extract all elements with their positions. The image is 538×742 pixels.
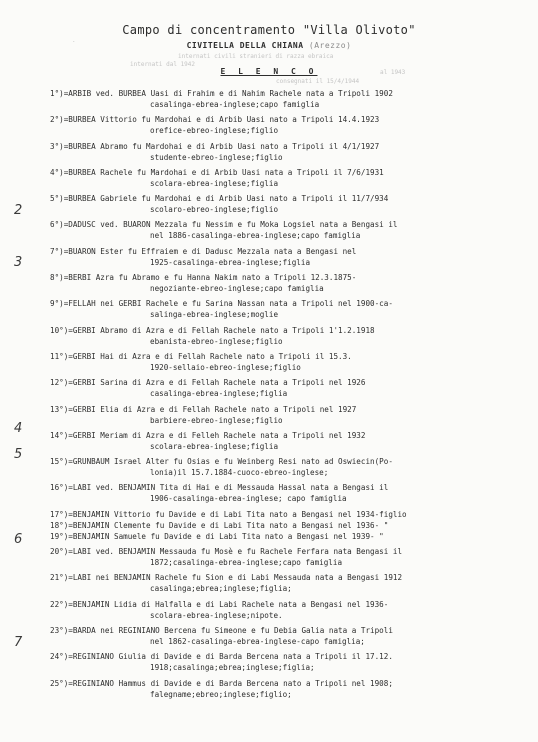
list-item	[50, 88, 530, 110]
entry-line-1: 25°)=REGINIANO Hammus di Davide e di Barda Bercena nato a Tripoli nel 1908;	[50, 678, 393, 688]
entry-line-2: 1925-casalinga-ebrea-inglese;figlia	[150, 257, 311, 267]
entry-line-2: scolara-ebrea-inglese;nipote.	[150, 610, 283, 620]
list-item	[50, 509, 530, 520]
list-item	[50, 678, 530, 700]
entry-line-2: lonia)il 15.7.1884-cuoco-ebreo-inglese;	[150, 468, 329, 478]
internee-list	[50, 88, 530, 704]
list-item	[50, 599, 530, 621]
margin-mark-3: 3	[14, 255, 23, 270]
list-item	[50, 404, 530, 426]
list-item	[50, 651, 530, 673]
entry-line-1: 12°)=GERBI Sarina di Azra e di Fellah Rachele nata a Tripoli nel 1926	[50, 378, 366, 388]
list-item	[50, 114, 530, 136]
list-item	[50, 167, 530, 189]
list-item	[50, 456, 530, 478]
list-item	[50, 482, 530, 504]
entry-line-2: 1906-casalinga-ebrea-inglese; capo famiglia	[150, 494, 347, 504]
list-item	[50, 572, 530, 594]
entry-line-1: 15°)=GRUNBAUM Israel Alter fu Osias e fu Weinberg Resi nato ad Oswiecin(Po-	[50, 457, 393, 467]
list-item	[50, 219, 530, 241]
entry-line-1: 1°)=ARBIB ved. BURBEA Uasi di Frahim e di Nahim Rachele nata a Tripoli 1902	[50, 89, 393, 98]
entry-line-2: casalinga;ebrea;inglese;figlia;	[150, 584, 292, 594]
entry-line-1: 11°)=GERBI Hai di Azra e di Fellah Rachele nato a Tripoli il 15.3.	[50, 351, 352, 361]
list-item	[50, 531, 530, 542]
entry-line-2: 1918;casalinga;ebrea;inglese;figlia;	[150, 663, 315, 673]
list-item	[50, 141, 530, 163]
entry-line-1: 24°)=REGINIANO Giulia di Davide e di Barda Bercena nata a Tripoli il 17.12.	[50, 652, 393, 662]
entry-line-2: salinga-ebrea-inglese;moglie	[150, 310, 279, 320]
entry-line-1: 14°)=GERBI Meriam di Azra e di Felleh Rachele nata a Tripoli nel 1932	[50, 430, 366, 440]
entry-line-1: 18°)=BENJAMIN Clemente fu Davide e di Labi Tita nato a Bengasi nel 1936- "	[50, 520, 389, 530]
list-item	[50, 325, 530, 347]
entry-line-2: barbiere-ebreo-inglese;figlio	[150, 415, 283, 425]
entry-line-1: 19°)=BENJAMIN Samuele fu Davide e di Labi Tita nato a Bengasi nel 1939- "	[50, 531, 384, 541]
location-province: (Arezzo)	[308, 41, 352, 50]
entry-line-1: 17°)=BENJAMIN Vittorio fu Davide e di Labi Tita nato a Bengasi nel 1934-figlio	[50, 509, 407, 519]
entry-line-2: nel 1886-casalinga-ebrea-inglese;capo famiglia	[150, 231, 361, 241]
entry-line-1: 7°)=BUARON Ester fu Effraiem e di Dadusc Mezzala nata a Bengasi nel	[50, 246, 357, 256]
entry-line-2: ebanista-ebreo-inglese;figlio	[150, 336, 283, 346]
location-name: CIVITELLA DELLA CHIANA	[186, 41, 304, 50]
entry-line-2: casalinga-ebrea-inglese;figlia	[150, 389, 288, 399]
list-heading: E L E N C O	[220, 67, 318, 76]
entry-line-1: 23°)=BARDA nei REGINIANO Bercena fu Simeone e fu Debia Galia nata a Tripoli	[50, 625, 393, 635]
entry-line-2: 1872;casalinga-ebrea-inglese;capo famiglia	[150, 558, 343, 568]
entry-line-2: 1920-sellaio-ebreo-inglese;figlio	[150, 362, 301, 372]
margin-mark-6: 6	[14, 532, 23, 547]
list-item	[50, 272, 530, 294]
margin-mark-5: 5	[14, 447, 23, 462]
entry-line-2: orefice-ebreo-inglese;figlio	[150, 126, 279, 136]
list-item	[50, 193, 530, 215]
entry-line-1: 13°)=GERBI Elia di Azra e di Fellah Rachele nato a Tripoli nel 1927	[50, 404, 357, 414]
faint-line-3: al 1943	[380, 69, 406, 76]
entry-line-1: 4°)=BURBEA Rachele fu Mardohai e di Arbib Uasi nata a Tripoli il 7/6/1931	[50, 167, 384, 177]
faint-line-1: internati civili stranieri di razza ebraica	[178, 53, 334, 60]
entry-line-1: 5°)=BURBEA Gabriele fu Mardohai e di Arbib Uasi nato a Tripoli il 11/7/934	[50, 194, 389, 204]
entry-line-1: 6°)=DADUSC ved. BUARON Mezzala fu Nessim e fu Moka Logsiel nata a Bengasi il	[50, 220, 398, 230]
list-item	[50, 430, 530, 452]
entry-line-2: nel 1862-casalinga-ebrea-inglese-capo famiglia;	[150, 636, 365, 646]
entry-line-2: casalinga-ebrea-inglese;capo famiglia	[150, 100, 320, 109]
list-item	[50, 246, 530, 268]
list-item	[50, 520, 530, 531]
page-title: Campo di concentramento "Villa Olivoto"	[122, 23, 416, 37]
entry-line-2: negoziante-ebreo-inglese;capo famiglia	[150, 284, 324, 294]
list-item	[50, 298, 530, 320]
list-item	[50, 546, 530, 568]
entry-line-1: 3°)=BURBEA Abramo fu Mardohai e di Arbib Uasi nato a Tripoli il 4/1/1927	[50, 141, 380, 151]
margin-mark-4: 4	[14, 421, 23, 436]
entry-line-1: 10°)=GERBI Abramo di Azra e di Fellah Rachele nato a Tripoli 1'1.2.1918	[50, 325, 375, 335]
margin-mark-7: 7	[14, 635, 23, 650]
entry-line-2: studente-ebreo-inglese;figlio	[150, 152, 283, 162]
faint-line-4: consegnati il 15/4/1944	[276, 78, 360, 85]
entry-line-1: 9°)=FELLAH nei GERBI Rachele e fu Sarina Nassan nata a Tripoli nel 1900-ca-	[50, 299, 393, 309]
entry-line-1: 22°)=BENJAMIN Lidia di Halfalla e di Labi Rachele nata a Bengasi nel 1936-	[50, 599, 389, 609]
entry-line-1: 21°)=LABI nei BENJAMIN Rachele fu Sion e di Labi Messauda nata a Bengasi 1912	[50, 573, 403, 583]
faint-margin-text: .	[72, 37, 76, 44]
entry-line-1: 8°)=BERBI Azra fu Abramo e fu Hanna Nakim nato a Tripoli 12.3.1875-	[50, 273, 357, 283]
list-item	[50, 625, 530, 647]
entry-line-1: 20°)=LABI ved. BENJAMIN Messauda fu Mosè e fu Rachele Ferfara nata Bengasi il	[50, 547, 403, 557]
entry-line-1: 16°)=LABI ved. BENJAMIN Tita di Hai e di Messauda Hassal nata a Bengasi il	[50, 483, 389, 493]
entry-line-2: scolaro-ebreo-inglese;figlio	[150, 205, 279, 215]
entry-line-2: scolara-ebrea-inglese;figlia	[150, 178, 279, 188]
entry-line-2: falegname;ebreo;inglese;figlio;	[150, 689, 292, 699]
location-line	[0, 41, 538, 50]
margin-mark-2: 2	[14, 203, 23, 218]
entry-line-2: scolara-ebrea-inglese;figlia	[150, 441, 279, 451]
list-item	[50, 351, 530, 373]
list-item	[50, 377, 530, 399]
entry-line-1: 2°)=BURBEA Vittorio fu Mardohai e di Arbib Uasi nato a Tripoli 14.4.1923	[50, 115, 380, 125]
faint-line-2: internati dal 1942	[130, 61, 196, 68]
